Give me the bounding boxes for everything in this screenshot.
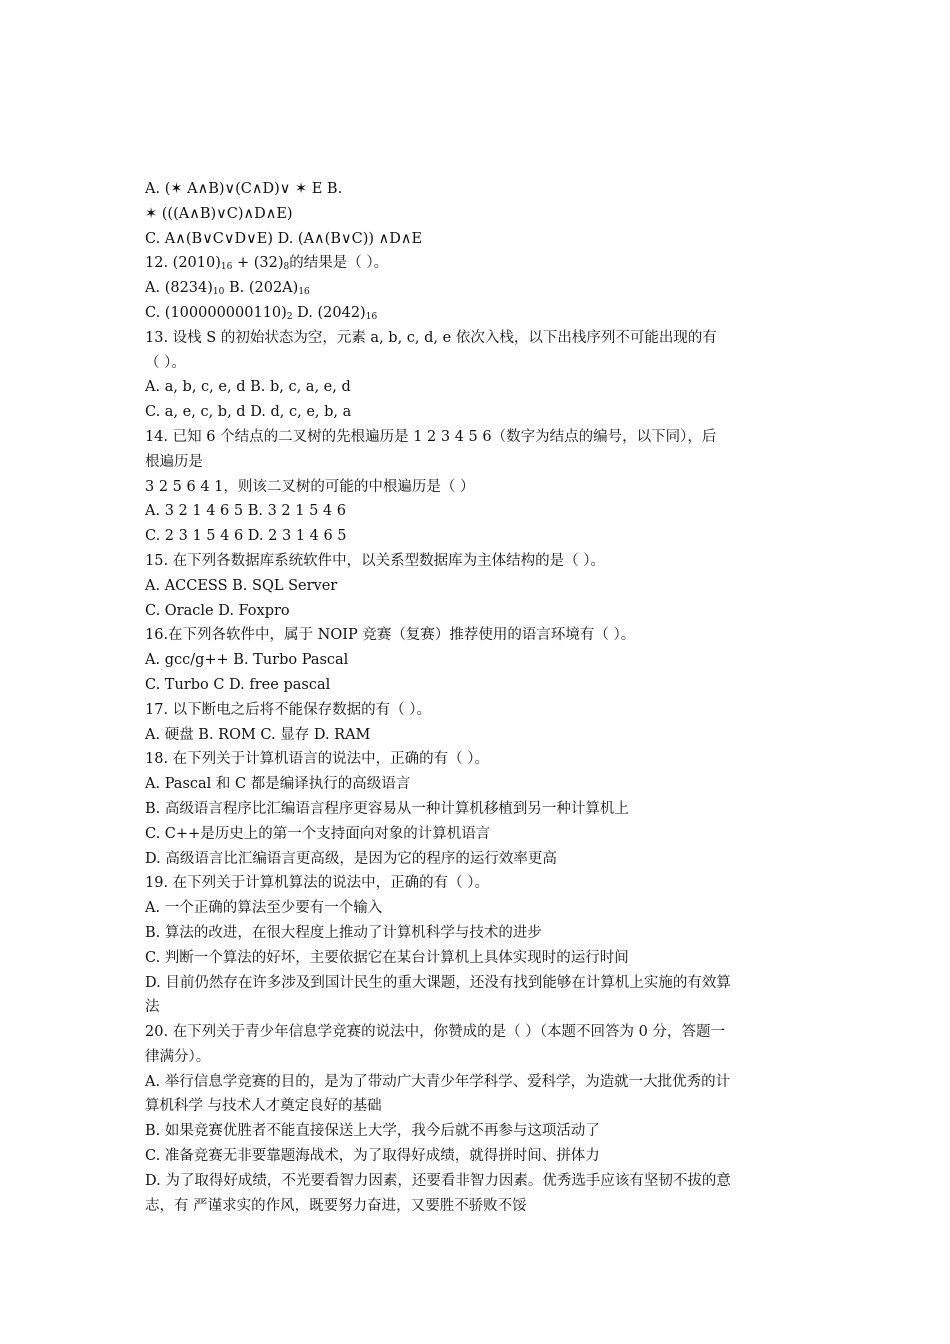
text-line: 20. 在下列关于青少年信息学竞赛的说法中，你赞成的是（ ）（本题不回答为 0 分，答题一 bbox=[145, 1024, 725, 1041]
text-line: 17. 以下断电之后将不能保存数据的有（ ）。 bbox=[145, 701, 432, 718]
text-line: 18. 在下列关于计算机语言的说法中，正确的有（ ）。 bbox=[145, 751, 490, 768]
text-line: C. a, e, c, b, d D. d, c, e, b, a bbox=[145, 404, 352, 421]
subscript-base: 16 bbox=[365, 311, 378, 322]
text-line: D. 目前仍然存在许多涉及到国计民生的重大课题，还没有找到能够在计算机上实施的有效算 bbox=[145, 974, 731, 991]
text-line: 14. 已知 6 个结点的二叉树的先根遍历是 1 2 3 4 5 6（数字为结点的编号，以下同），后 bbox=[145, 428, 717, 445]
text-line: C. A∧(B∨C∨D∨E) D. (A∧(B∨C)) ∧D∧E bbox=[145, 230, 423, 247]
text-line: ✶ (((A∧B)∨C)∧D∧E) bbox=[145, 205, 293, 222]
text-line: C. Oracle D. Foxpro bbox=[145, 602, 290, 619]
text-line: A. 举行信息学竞赛的目的，是为了带动广大青少年学科学、爱科学，为造就一大批优秀的计 bbox=[145, 1073, 731, 1090]
subscript-base: 2 bbox=[286, 311, 293, 322]
text-segment: B. (202A) bbox=[224, 280, 299, 297]
text-line: 13. 设栈 S 的初始状态为空，元素 a, b, c, d, e 依次入栈，以下出栈序列不可能出现的有 bbox=[145, 329, 717, 346]
text-line: 19. 在下列关于计算机算法的说法中，正确的有（ ）。 bbox=[145, 875, 490, 892]
text-line bbox=[145, 276, 810, 301]
subscript-base: 8 bbox=[283, 262, 290, 273]
text-line: C. 判断一个算法的好坏，主要依据它在某台计算机上具体实现时的运行时间 bbox=[145, 949, 629, 966]
text-line: A. 3 2 1 4 6 5 B. 3 2 1 5 4 6 bbox=[145, 503, 346, 520]
text-segment: A. (8234) bbox=[145, 280, 213, 297]
text-line: B. 算法的改进，在很大程度上推动了计算机科学与技术的进步 bbox=[145, 924, 542, 941]
text-line: C. C++是历史上的第一个支持面向对象的计算机语言 bbox=[145, 825, 491, 842]
text-line: A. ACCESS B. SQL Server bbox=[145, 577, 338, 594]
text-segment: 的结果是（ ）。 bbox=[289, 255, 389, 272]
text-line: B. 高级语言程序比汇编语言程序更容易从一种计算机移植到另一种计算机上 bbox=[145, 800, 629, 817]
text-line bbox=[145, 251, 810, 276]
text-line: A. a, b, c, e, d B. b, c, a, e, d bbox=[145, 379, 351, 396]
text-line: C. Turbo C D. free pascal bbox=[145, 676, 331, 693]
document-page bbox=[145, 177, 810, 1218]
text-line: 16.在下列各软件中，属于 NOIP 竞赛（复赛）推荐使用的语言环境有（ ）。 bbox=[145, 627, 636, 644]
text-line: 法 bbox=[145, 999, 160, 1016]
text-segment: C. (100000000110) bbox=[145, 304, 287, 321]
text-line: 3 2 5 6 4 1，则该二叉树的可能的中根遍历是（ ） bbox=[145, 478, 475, 495]
text-line: 志，有 严谨求实的作风，既要努力奋进，又要胜不骄败不馁 bbox=[145, 1197, 527, 1214]
text-line: D. 为了取得好成绩，不光要看智力因素，还要看非智力因素。优秀选手应该有坚韧不拔的意 bbox=[145, 1172, 731, 1189]
text-line: 15. 在下列各数据库系统软件中，以关系型数据库为主体结构的是（ ）。 bbox=[145, 552, 606, 569]
text-line: A. 硬盘 B. ROM C. 显存 D. RAM bbox=[145, 726, 371, 743]
text-line: B. 如果竞赛优胜者不能直接保送上大学，我今后就不再参与这项活动了 bbox=[145, 1123, 600, 1140]
text-line: C. 准备竞赛无非要靠题海战术，为了取得好成绩，就得拼时间、拼体力 bbox=[145, 1148, 600, 1165]
text-line: （ ）。 bbox=[145, 354, 186, 371]
text-segment: + (32) bbox=[232, 255, 284, 272]
subscript-base: 16 bbox=[298, 287, 310, 298]
text-segment: D. (2042) bbox=[292, 304, 366, 321]
text-line: A. 一个正确的算法至少要有一个输入 bbox=[145, 900, 383, 917]
subscript-base: 10 bbox=[212, 287, 225, 298]
text-line: C. 2 3 1 5 4 6 D. 2 3 1 4 6 5 bbox=[145, 528, 347, 545]
text-segment: 12. (2010) bbox=[145, 255, 221, 272]
text-line: A. gcc/g++ B. Turbo Pascal bbox=[145, 652, 349, 669]
text-line: D. 高级语言比汇编语言更高级，是因为它的程序的运行效率更高 bbox=[145, 850, 557, 867]
text-line: 根遍历是 bbox=[145, 453, 203, 470]
text-line: 算机科学 与技术人才奠定良好的基础 bbox=[145, 1098, 382, 1115]
subscript-base: 16 bbox=[220, 262, 233, 273]
text-line: A. Pascal 和 C 都是编译执行的高级语言 bbox=[145, 776, 411, 793]
text-line bbox=[145, 301, 810, 326]
text-line: A. (✶ A∧B)∨(C∧D)∨ ✶ E B. bbox=[145, 181, 343, 197]
text-line: 律满分）。 bbox=[145, 1048, 211, 1065]
